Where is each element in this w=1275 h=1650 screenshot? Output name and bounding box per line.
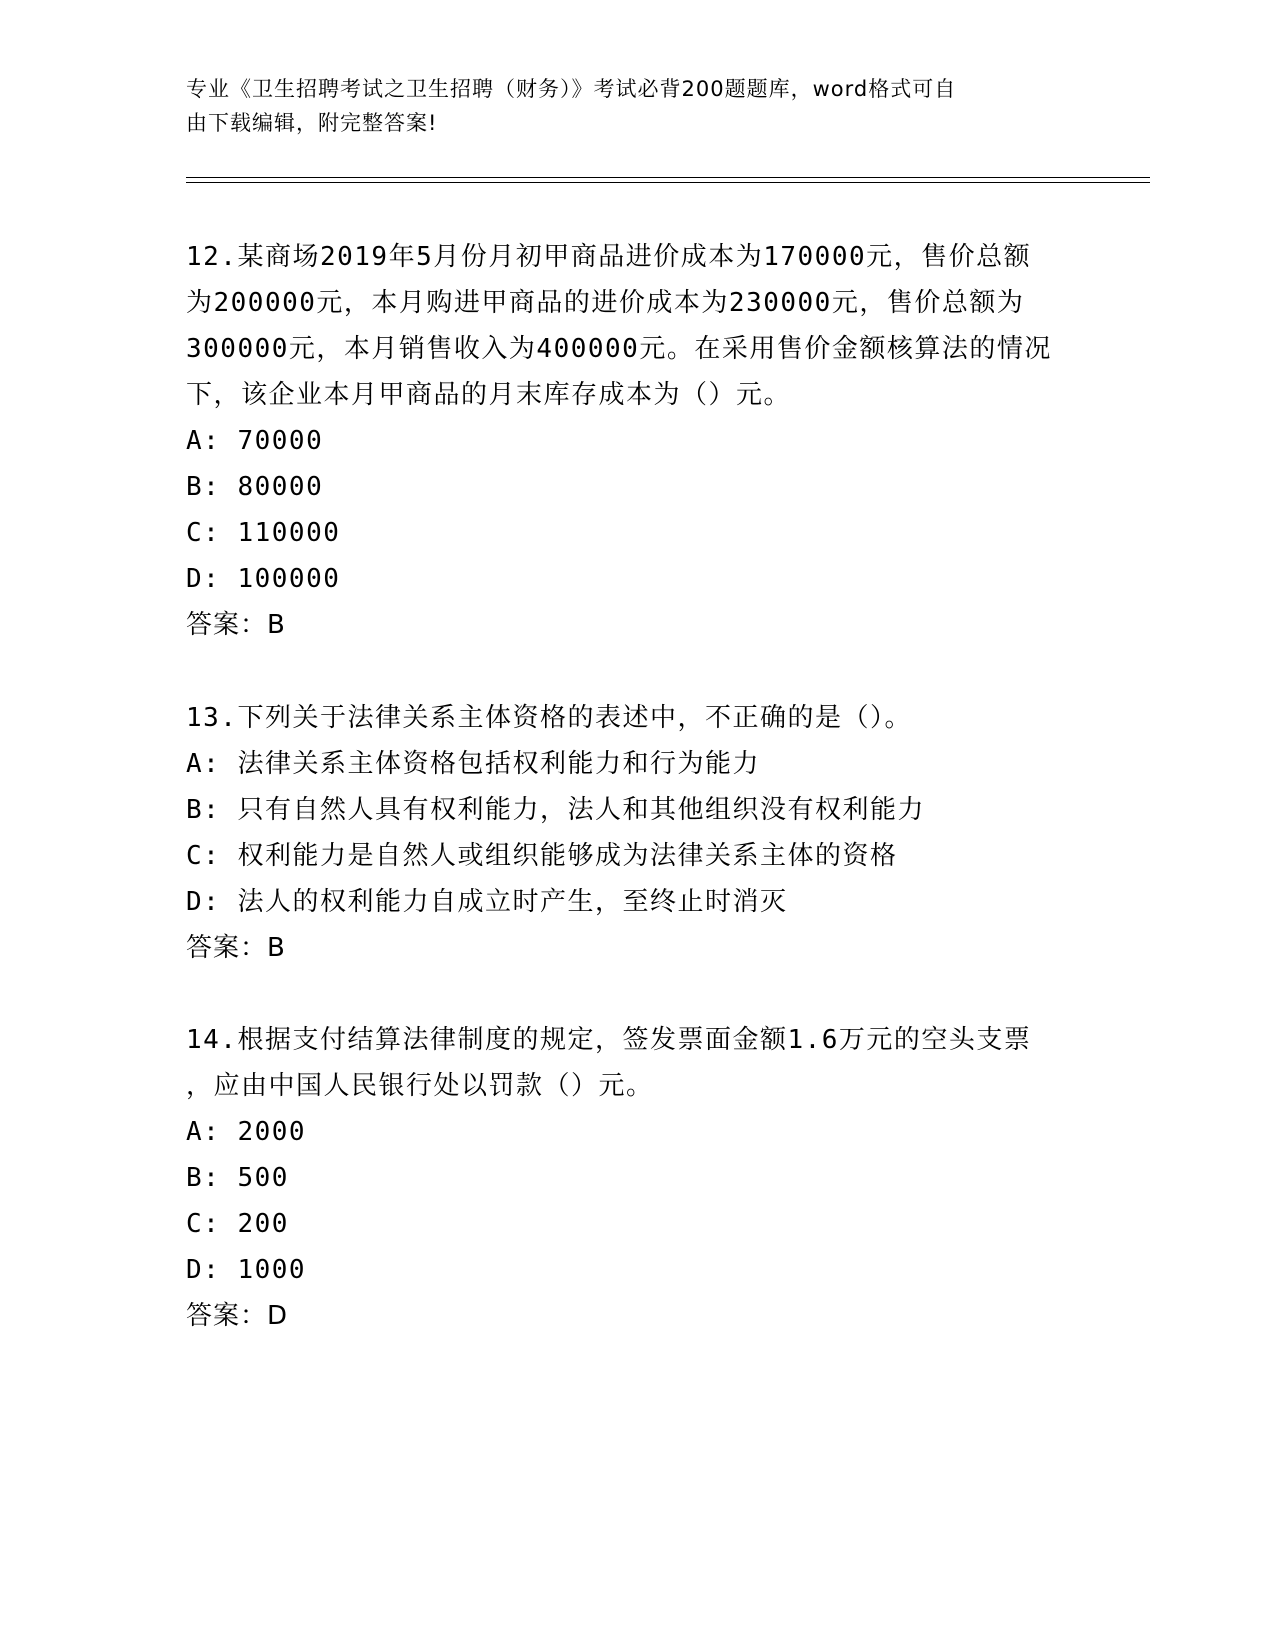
option-a: A: 70000 [186, 426, 324, 456]
option-b: B: 500 [186, 1163, 289, 1193]
answer-line: 答案：B [186, 610, 286, 640]
question-12 [186, 234, 1086, 648]
question-stem-line: 12.某商场2019年5月份月初甲商品进价成本为170000元，售价总额 [186, 242, 1032, 272]
header-divider-bottom [186, 182, 1150, 183]
option-b: B: 80000 [186, 472, 324, 502]
question-stem-line: 下，该企业本月甲商品的月末库存成本为（）元。 [186, 380, 792, 410]
header-divider-top [186, 177, 1150, 178]
answer-line: 答案：B [186, 933, 286, 963]
question-stem-line: 14.根据支付结算法律制度的规定，签发票面金额1.6万元的空头支票 [186, 1025, 1032, 1055]
option-c: C: 200 [186, 1209, 289, 1239]
question-stem-line: ，应由中国人民银行处以罚款（）元。 [186, 1071, 654, 1101]
option-c: C: 权利能力是自然人或组织能够成为法律关系主体的资格 [186, 841, 898, 871]
option-a: A: 2000 [186, 1117, 307, 1147]
question-stem-line: 300000元，本月销售收入为400000元。在采用售价金额核算法的情况 [186, 334, 1052, 364]
answer-line: 答案：D [186, 1301, 289, 1331]
document-header [186, 72, 1086, 140]
header-line-1: 专业《卫生招聘考试之卫生招聘（财务）》考试必背200题题库，word格式可自 [186, 77, 957, 101]
question-stem-line: 13.下列关于法律关系主体资格的表述中，不正确的是（）。 [186, 703, 912, 733]
option-d: D: 100000 [186, 564, 341, 594]
option-a: A: 法律关系主体资格包括权利能力和行为能力 [186, 749, 760, 779]
header-line-2: 由下载编辑，附完整答案! [186, 111, 438, 135]
option-b: B: 只有自然人具有权利能力，法人和其他组织没有权利能力 [186, 795, 925, 825]
question-14 [186, 1017, 1086, 1339]
option-d: D: 1000 [186, 1255, 307, 1285]
option-d: D: 法人的权利能力自成立时产生，至终止时消灭 [186, 887, 788, 917]
question-13 [186, 695, 1086, 971]
option-c: C: 110000 [186, 518, 341, 548]
question-stem-line: 为200000元，本月购进甲商品的进价成本为230000元，售价总额为 [186, 288, 1025, 318]
